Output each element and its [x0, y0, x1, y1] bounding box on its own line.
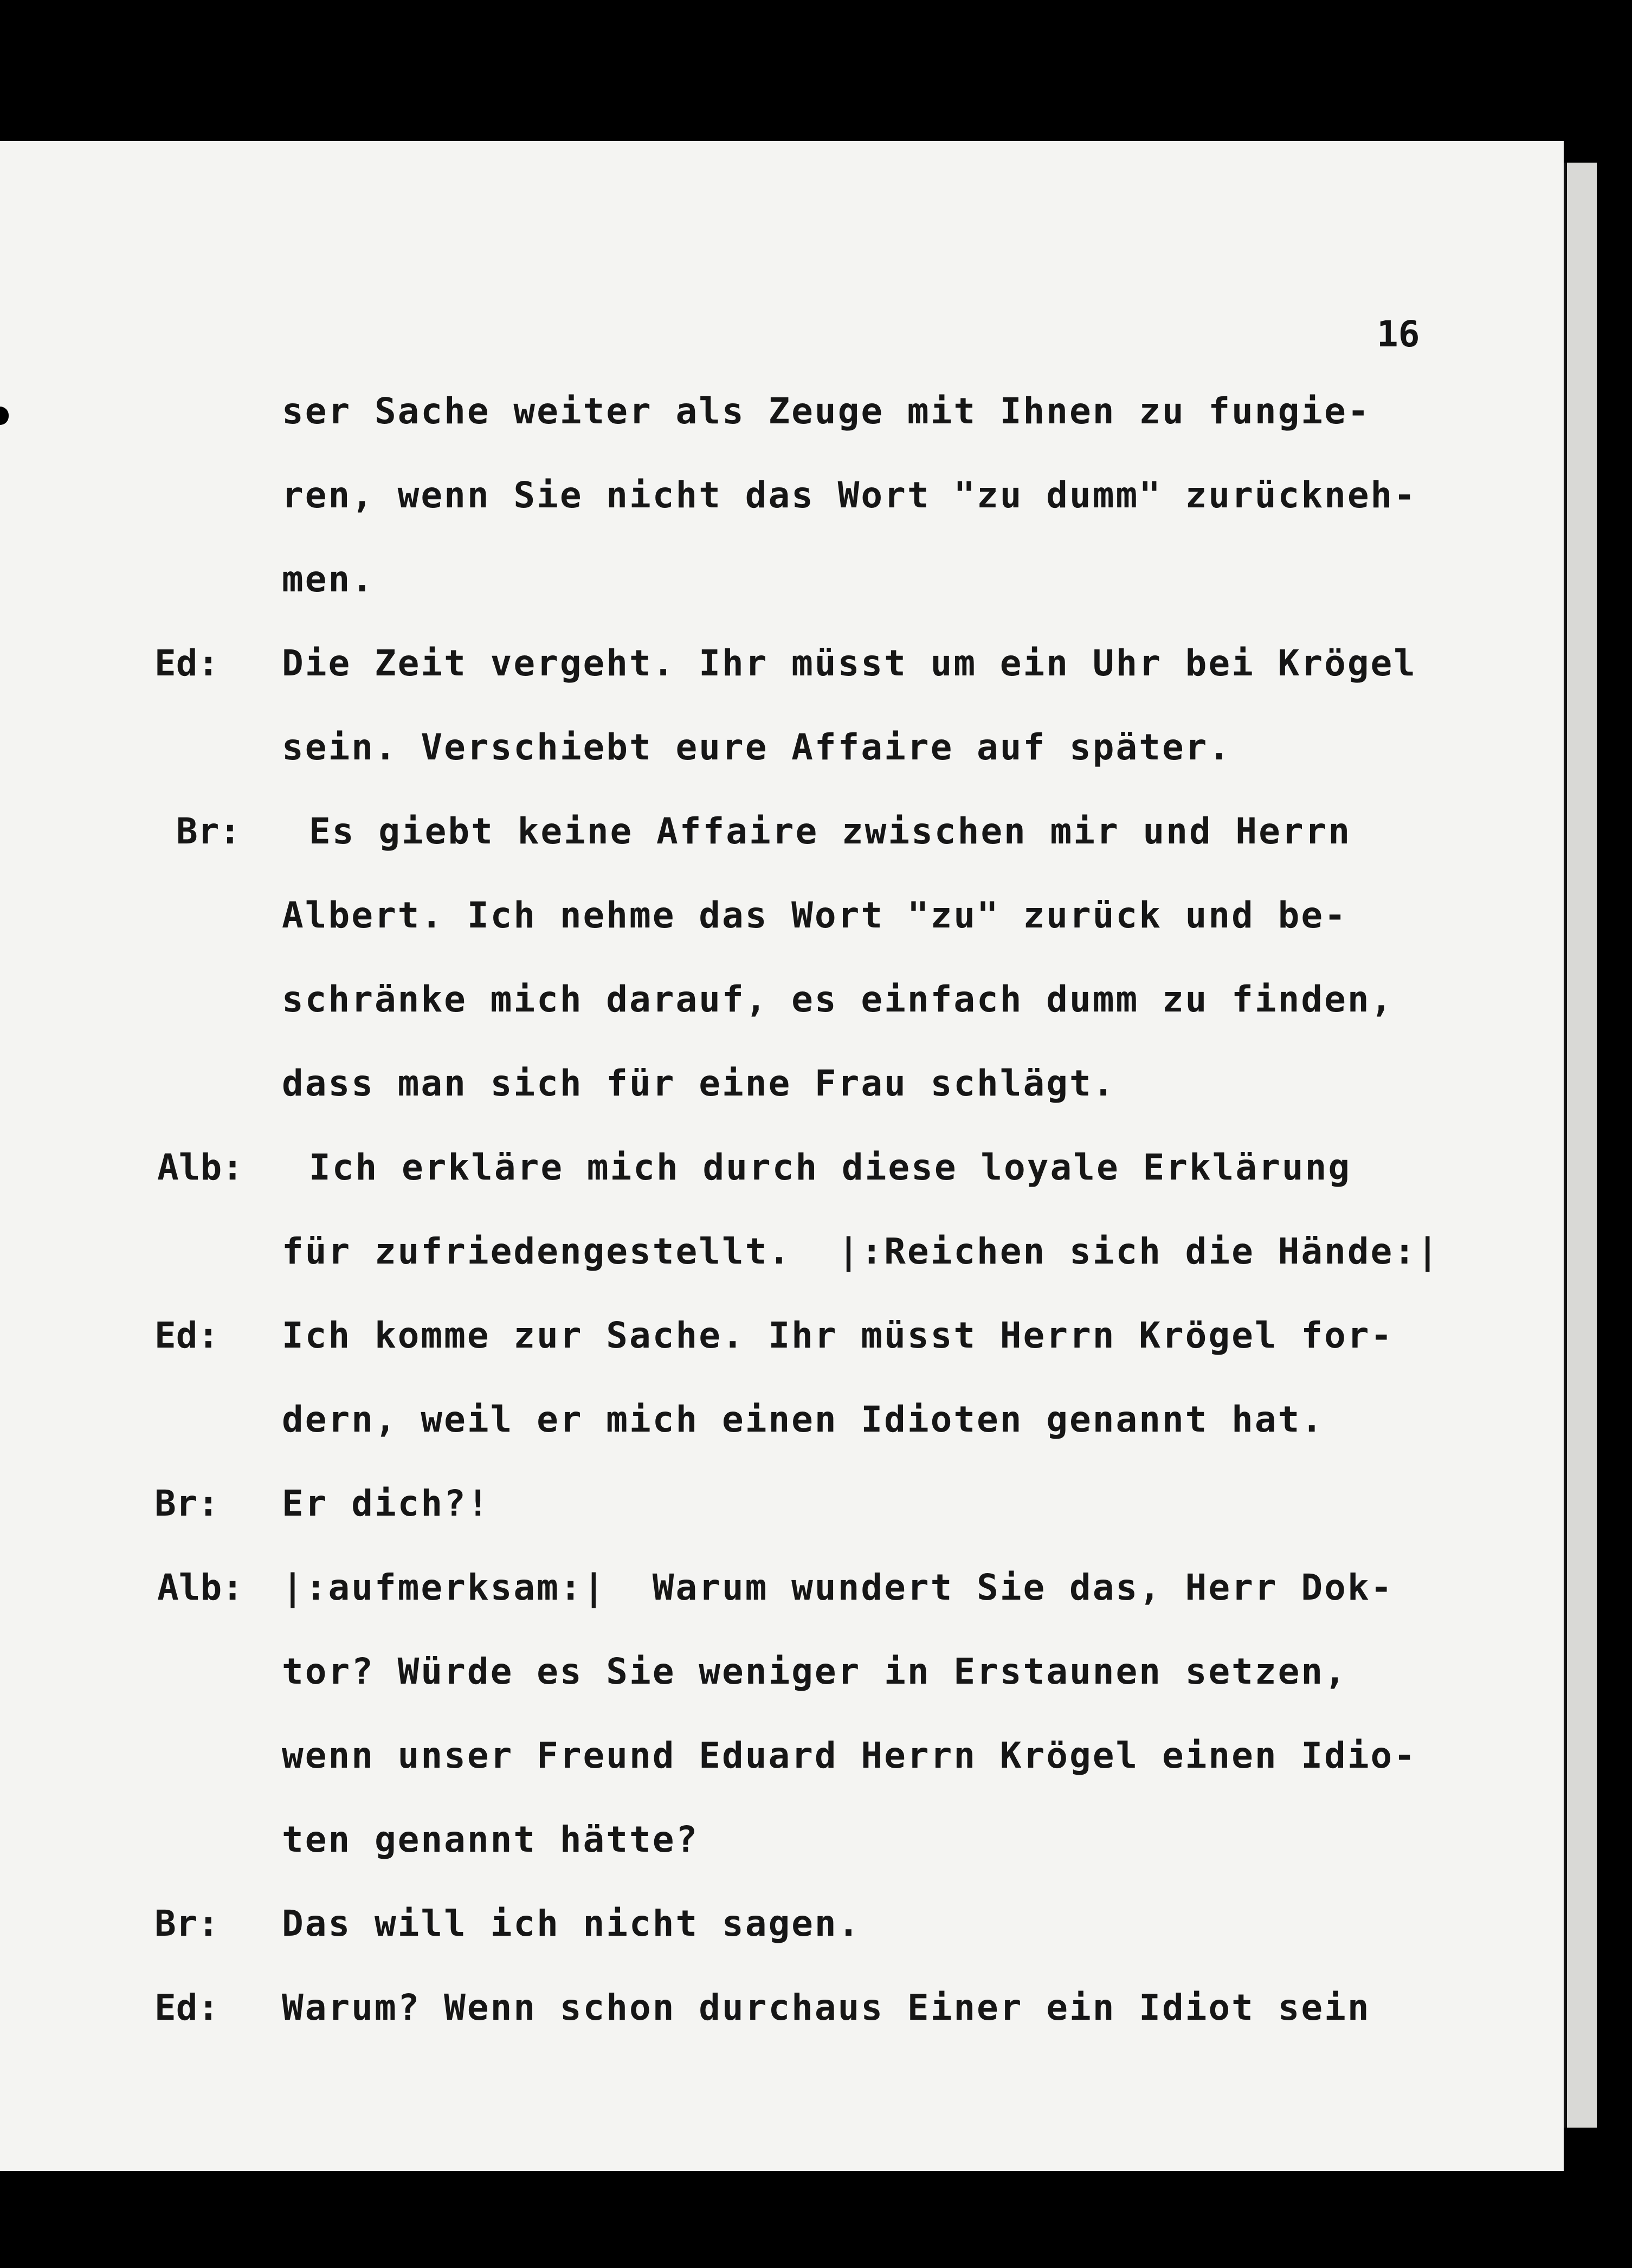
speaker-label: Br:: [176, 810, 241, 852]
line-text: wenn unser Freund Eduard Herrn Krögel einen Idio-: [282, 1735, 1417, 1776]
script-line: [0, 1735, 1417, 1789]
line-text: ten genannt hätte?: [282, 1819, 699, 1860]
line-text: dern, weil er mich einen Idioten genannt hat.: [282, 1399, 1325, 1440]
script-line: [0, 1230, 1440, 1285]
script-line: [0, 894, 1347, 949]
underlying-page-edge: [1564, 163, 1597, 2128]
line-text: Ich komme zur Sache. Ihr müsst Herrn Krögel for-: [282, 1315, 1394, 1356]
speaker-label: Ed:: [154, 642, 220, 684]
speaker-label: Ed:: [154, 1987, 220, 2028]
script-line: [0, 1651, 1347, 1705]
line-text: Albert. Ich nehme das Wort "zu" zurück und be-: [282, 894, 1347, 936]
speaker-label: Alb:: [157, 1567, 243, 1608]
line-text: sein. Verschiebt eure Affaire auf später.: [282, 726, 1232, 768]
speaker-label: Br:: [154, 1483, 220, 1524]
script-line: [0, 1399, 1325, 1453]
line-text: Das will ich nicht sagen.: [282, 1903, 861, 1944]
script-line: [0, 978, 1394, 1033]
line-text: |:aufmerksam:| Warum wundert Sie das, Herr Dok-: [282, 1567, 1394, 1608]
script-line: [0, 1483, 491, 1537]
line-text: Warum? Wenn schon durchaus Einer ein Idiot sein: [282, 1987, 1371, 2028]
line-text: schränke mich darauf, es einfach dumm zu finden,: [282, 978, 1394, 1020]
line-text: ser Sache weiter als Zeuge mit Ihnen zu fungie-: [282, 390, 1371, 432]
line-text: tor? Würde es Sie weniger in Erstaunen setzen,: [282, 1651, 1347, 1692]
script-line: [0, 1315, 1394, 1369]
script-line: [0, 1819, 699, 1873]
line-text: Er dich?!: [282, 1483, 491, 1524]
line-text: Es giebt keine Affaire zwischen mir und Herrn: [309, 810, 1352, 852]
script-line: [0, 642, 1417, 697]
script-body: [0, 141, 1564, 2171]
script-line: [0, 810, 1352, 865]
line-text: Die Zeit vergeht. Ihr müsst um ein Uhr bei Krögel: [282, 642, 1417, 684]
page-number: 16: [1377, 313, 1420, 355]
speaker-label: Alb:: [157, 1146, 243, 1188]
script-line: [0, 1062, 1116, 1117]
speaker-label: Br:: [154, 1903, 220, 1944]
script-line: [0, 1146, 1352, 1201]
script-line: [0, 474, 1417, 529]
line-text: ren, wenn Sie nicht das Wort "zu dumm" zurückneh-: [282, 474, 1417, 516]
line-text: dass man sich für eine Frau schlägt.: [282, 1062, 1116, 1104]
script-line: [0, 1987, 1371, 2041]
script-line: [0, 1567, 1394, 1621]
script-line: [0, 558, 375, 613]
line-text: für zufriedengestellt. |:Reichen sich die Hände:|: [282, 1230, 1440, 1272]
script-line: [0, 1903, 861, 1957]
script-line: [0, 390, 1371, 444]
speaker-label: Ed:: [154, 1315, 220, 1356]
script-line: [0, 726, 1232, 781]
line-text: Ich erkläre mich durch diese loyale Erklärung: [309, 1146, 1352, 1188]
document-page: [0, 141, 1564, 2171]
line-text: men.: [282, 558, 375, 600]
